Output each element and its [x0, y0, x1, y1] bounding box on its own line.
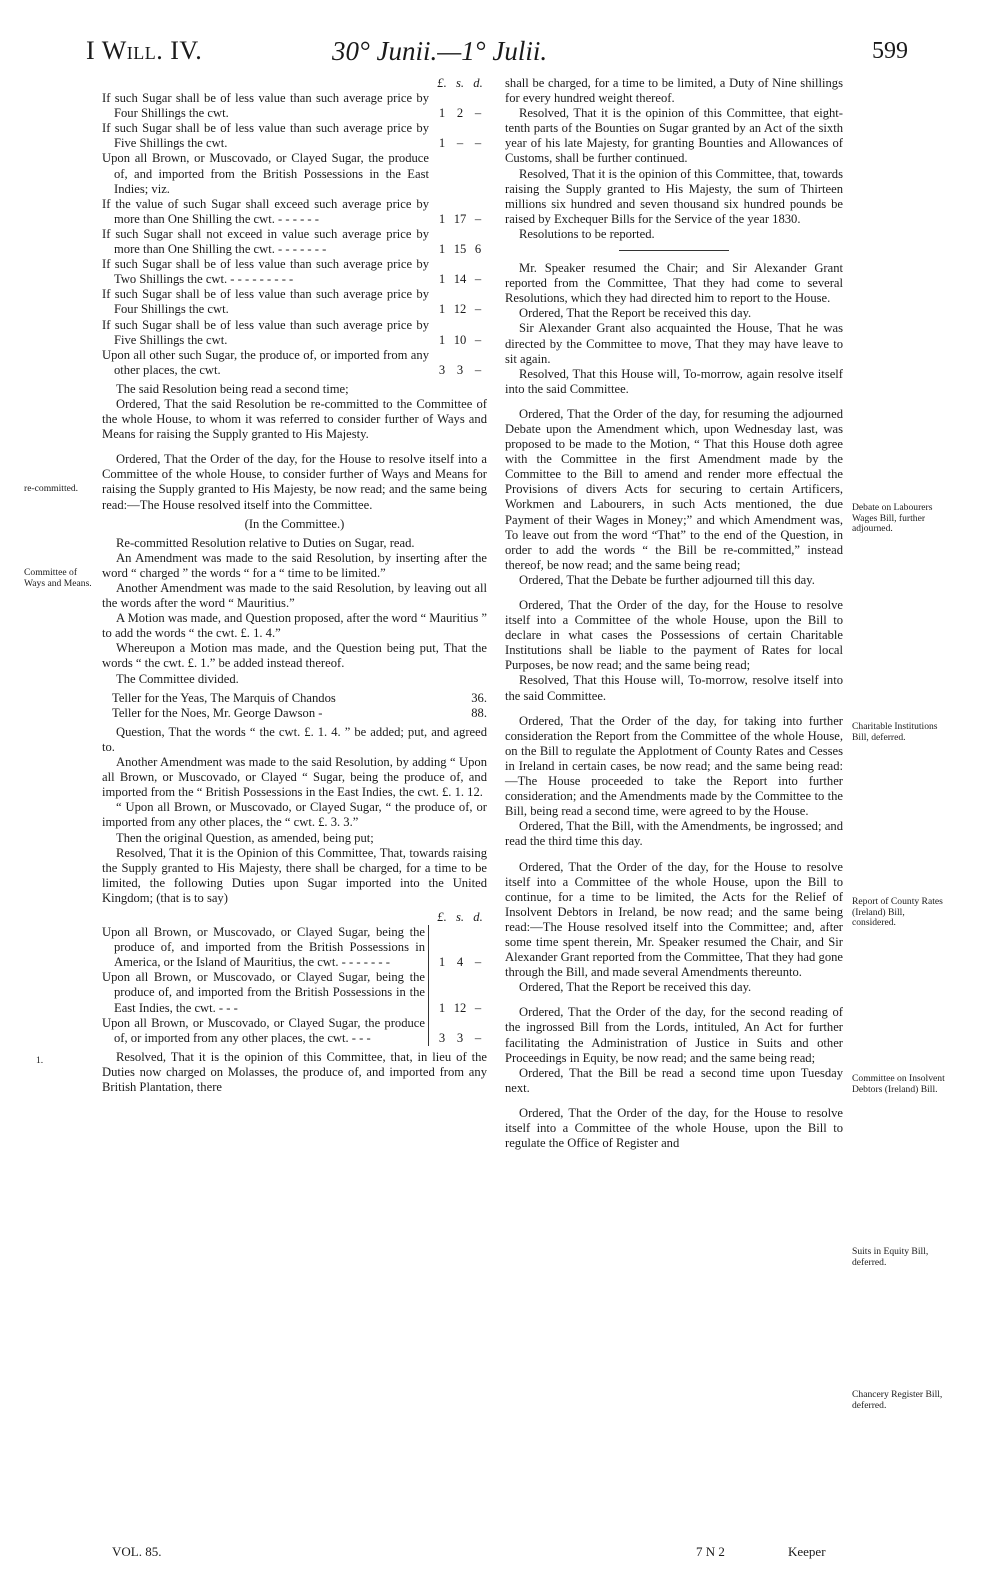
duty-description: If such Sugar shall not exceed in value such average price by more than One Shilling the cwt. - - - - - - -: [102, 226, 429, 257]
charitable-order: Ordered, That the Order of the day, for the House to resolve itself into a Committee of the whole House, upon the Bill to declare in what cases the Possessions of certain Charitable Institutions shall be liable to the payment of Rates for local Purposes, be now read; and the same being read;: [505, 598, 843, 673]
suits-equity-order: Ordered, That the Order of the day, for the second reading of the ingrossed Bill from the Lords, intituled, An Act for further facilitating the Administration of Justice in Suits and other Proceedings in Equity, be now read; and the same being read;: [505, 1005, 843, 1065]
insolvent-debtors-order: Ordered, That the Order of the day, for the House to resolve itself into a Committee of the whole House, upon the Bill to continue, for a time to be limited, the Acts for the Relief of Insolvent Debtors in Ireland, be now read; and the same being read:—The House resolved itself into the Committee; and, after some time spent therein, Mr. Speaker resumed the Chair, and Sir Alexander Grant reported from the Committee, That they had gone through the Bill, and made several Amendments thereunto.: [505, 859, 843, 980]
resolved-bounties: Resolved, That it is the opinion of this Committee, that eight-tenth parts of the Bounties on Sugar granted by an Act of the sixth year of his late Majesty, for granting Bounties and Allowances of Customs, shall be further continued.: [505, 106, 843, 166]
margin-note-insolvent-debtors: Committee on Insolvent Debtors (Ireland) Bill.: [852, 1073, 945, 1095]
duty-row: [102, 318, 487, 348]
report-received: Ordered, That the Report be received this day.: [519, 306, 752, 321]
duty-table-2: [102, 910, 487, 1046]
amendment-mauritius: Another Amendment was made to the said Resolution, by leaving out all the words after the word “ Mauritius.”: [102, 581, 487, 611]
duty-row: [102, 348, 487, 378]
motion-add-words: A Motion was made, and Question proposed, after the word “ Mauritius ” to add the words “ the cwt. £. 1. 4.”: [102, 611, 487, 641]
page-number: 599: [872, 38, 908, 64]
question-agreed: Question, That the words “ the cwt. £. 1. 4. ” be added; put, and agreed to.: [102, 724, 487, 754]
duty-shillings: 10: [453, 332, 467, 347]
duty-description: If such Sugar shall be of less value than such average price by Four Shillings the cwt.: [102, 91, 429, 121]
yeas-count: 36.: [471, 690, 487, 705]
debate-adjourned: Ordered, That the Debate be further adjourned till this day.: [519, 572, 815, 587]
charitable-resolved: Resolved, That this House will, To-morrow, resolve itself into the said Committee.: [505, 673, 843, 703]
amendment-other-places: “ Upon all Brown, or Muscovado, or Clayed Sugar, “ the produce of, or imported from any other places, the “ cwt. £. 3. 3.”: [102, 800, 487, 830]
debate-order: Ordered, That the Order of the day, for resuming the adjourned Debate upon the Amendment which, upon Wednesday last, was proposed to be made to the Motion, “ That this House doth agree with the Committee in the first Amendment made by the Committee to the Bill to amend and render more effectual the Provisions of divers Acts for securing to certain Artificers, Workmen and Labourers, in such Acts mentioned, the due Payment of their Wages in Money;” and which Amendment was, To leave out from the word “That” to the end of the Question, in order to add the words “ the Bill be re-committed,” instead thereof, be now read; and the same being read;: [505, 406, 843, 572]
duty-row: [102, 121, 487, 151]
duty-row: [102, 151, 487, 196]
duty-pence: –: [474, 211, 482, 226]
duty-description: Upon all other such Sugar, the produce of, or imported from any other places, the cwt.: [102, 347, 429, 377]
duty-shillings: 14: [453, 272, 467, 287]
section-rule: [619, 250, 729, 251]
teller-yeas: Teller for the Yeas, The Marquis of Chandos 36.: [112, 690, 487, 705]
committee-divided: The Committee divided.: [116, 671, 239, 686]
duty-description: If such Sugar shall be of less value than such average price by Two Shillings the cwt. - - - - - - - - -: [102, 257, 429, 287]
volume-number: VOL. 85.: [112, 1544, 162, 1559]
county-rates-order: Ordered, That the Order of the day, for taking into further consideration the Report from the Committee of the whole House, on the Bill to regulate the Applotment of County Rates and Cesses in Ireland in certain cases, be now read; and the same being read:—The House proceeded to take the Report into further consideration; and the Amendments made by the Committee to the Bill, being read a second time, were agreed to by the House.: [505, 713, 843, 819]
duty-row: [102, 91, 487, 121]
right-column: [505, 76, 843, 1151]
duty-row: [102, 257, 487, 287]
left-column: [102, 76, 487, 1095]
in-committee-heading: (In the Committee.): [244, 516, 345, 531]
duty-row: [102, 970, 487, 1015]
margin-note-recommitted: re-committed.: [24, 483, 79, 494]
duty-description: Upon all Brown, or Muscovado, or Clayed Sugar, being the produce of, and imported from the British Possessions in the East Indies, the cwt. - - -: [102, 970, 429, 1015]
duty-pounds: 1: [438, 136, 446, 151]
duty-row: [102, 925, 487, 970]
page-header: [0, 0, 992, 80]
resolved-duties: Resolved, That it is the Opinion of this Committee, That, towards raising the Supply granted to His Majesty, there shall be charged, for a time to be limited, the following Duties upon Sugar imported into the United Kingdom; (that is to say): [102, 845, 487, 905]
margin-note-ways-means: Committee of Ways and Means.: [24, 567, 92, 589]
duty-pounds: 3: [438, 362, 446, 377]
noes-count: 88.: [471, 705, 487, 720]
duty-description: Upon all Brown, or Muscovado, or Clayed Sugar, being the produce of, and imported from the British Possessions in America, or the Island of Mauritius, the cwt. - - - - - - -: [102, 925, 429, 970]
duty-pounds: 1: [438, 106, 446, 121]
margin-note-charitable-institutions: Charitable Institutions Bill, deferred.: [852, 721, 938, 743]
duty-shillings: 4: [456, 955, 464, 970]
duty-row: [102, 197, 487, 227]
regnal-year: I Will. IV.: [86, 36, 203, 65]
chancery-register-order: Ordered, That the Order of the day, for the House to resolve itself into a Committee of the whole House, upon the Bill to regulate the Office of Register and: [505, 1105, 843, 1151]
question-put: Whereupon a Motion mas made, and the Question being put, That the words “ the cwt. £. 1.” be added instead thereof.: [102, 641, 487, 671]
duty-shillings: 17: [453, 211, 467, 226]
duty-description: If such Sugar shall be of less value than such average price by Five Shillings the cwt.: [102, 317, 429, 347]
duty-pence: –: [474, 302, 482, 317]
margin-note-suits-equity: Suits in Equity Bill, deferred.: [852, 1246, 929, 1268]
duty-pounds: 1: [438, 272, 446, 287]
journal-dates: 30° Junii.—1° Julii.: [332, 36, 548, 66]
sugar-table-2-header: £. s. d.: [437, 909, 483, 924]
amendment-charged: An Amendment was made to the said Resolution, by inserting after the word “ charged ” the words “ for a “ time to be limited.”: [102, 550, 487, 580]
recommit-order: Ordered, That the said Resolution be re-committed to the Committee of the whole House, to whom it was referred to consider further of Ways and Means for raising the Supply granted to His Majesty.: [102, 396, 487, 442]
duty-description: Upon all Brown, or Muscovado, or Clayed Sugar, the produce of, and imported from the British Possessions in the East Indies; viz.: [102, 151, 429, 196]
duty-pounds: 1: [438, 332, 446, 347]
duty-pence: –: [474, 136, 482, 151]
duty-description: Upon all Brown, or Muscovado, or Clayed Sugar, the produce of, or imported from any other places, the cwt. - - -: [102, 1016, 429, 1046]
original-question: Then the original Question, as amended, being put;: [116, 830, 374, 845]
duty-pounds: 1: [438, 1000, 446, 1015]
duty-shillings: 3: [456, 362, 464, 377]
insolvent-report-received: Ordered, That the Report be received this day.: [519, 980, 752, 995]
duty-row: [102, 1016, 487, 1046]
duty-pence: 6: [474, 242, 482, 257]
duty-pounds: 1: [438, 242, 446, 257]
resolved-tomorrow: Resolved, That this House will, To-morrow, again resolve itself into the said Committee.: [505, 366, 843, 396]
duty-row: [102, 287, 487, 317]
signature-mark: 7 N 2: [696, 1544, 725, 1559]
duty-pounds: 1: [438, 302, 446, 317]
duty-pence: –: [474, 272, 482, 287]
duty-table-1-header: £. s. d.: [437, 76, 483, 90]
leave-to-sit: Sir Alexander Grant also acquainted the House, That he was directed by the Committee to move, That they may have leave to sit again.: [505, 321, 843, 366]
margin-note-chancery-register: Chancery Register Bill, deferred.: [852, 1389, 943, 1411]
duty-pence: –: [474, 1000, 482, 1015]
resolved-molasses: Resolved, That it is the opinion of this Committee, that, in lieu of the Duties now charged on Molasses, the produce of, and imported from any British Plantation, there: [102, 1049, 487, 1094]
catchword: Keeper: [788, 1544, 826, 1559]
molasses-duty: shall be charged, for a time to be limited, a Duty of Nine shillings for every hundred weight thereof.: [505, 76, 843, 106]
duty-pounds: 1: [438, 211, 446, 226]
duty-pence: –: [474, 106, 482, 121]
speaker-resumed: Mr. Speaker resumed the Chair; and Sir Alexander Grant reported from the Committee, That they had come to several Resolutions, which they had directed him to report to the House.: [505, 261, 843, 306]
resolved-exchequer-bills: Resolved, That it is the opinion of this Committee, that, towards raising the Supply granted to His Majesty, the sum of Thirteen millions six hundred and seven thousand six hundred pounds be raised by Exchequer Bills for the Service of the year 1830.: [505, 166, 843, 226]
margin-mark: 1.: [36, 1055, 44, 1066]
duty-shillings: 2: [456, 106, 464, 121]
duty-description: If the value of such Sugar shall exceed such average price by more than One Shilling the cwt. - - - - - -: [102, 196, 429, 226]
duty-pence: –: [474, 1030, 482, 1045]
duty-shillings: 15: [453, 242, 467, 257]
duty-pence: –: [474, 955, 482, 970]
duty-shillings: 12: [453, 302, 467, 317]
resolutions-reported: Resolutions to be reported.: [519, 226, 655, 241]
duty-pence: –: [474, 332, 482, 347]
duty-table-1: [102, 91, 487, 378]
margin-note-labourers-wages: Debate on Labourers Wages Bill, further adjourned.: [852, 502, 933, 534]
county-rates-ingrossed: Ordered, That the Bill, with the Amendments, be ingrossed; and read the third time this day.: [505, 819, 843, 849]
duty-description: If such Sugar shall be of less value than such average price by Five Shillings the cwt.: [102, 121, 429, 151]
suits-equity-second-reading: Ordered, That the Bill be read a second time upon Tuesday next.: [505, 1065, 843, 1095]
duty-description: If such Sugar shall be of less value than such average price by Four Shillings the cwt.: [102, 287, 429, 317]
duty-shillings: 12: [453, 1000, 467, 1015]
duty-row: [102, 227, 487, 257]
duty-shillings: –: [456, 136, 464, 151]
duty-shillings: 3: [456, 1030, 464, 1045]
ways-means-order: Ordered, That the Order of the day, for the House to resolve itself into a Committee of the whole House, to consider further of Ways and Means for raising the Supply granted to His Majesty, be now read; and the same being read:—The House resolved itself into the Committee.: [102, 452, 487, 512]
amendment-east-indies: Another Amendment was made to the said Resolution, by adding “ Upon all Brown, or Muscovado, or Clayed “ Sugar, being the produce of, and imported from the “ British Possessions in the East Indies, the cwt. £. 1. 12.: [102, 755, 487, 800]
duty-pounds: 1: [438, 955, 446, 970]
recommitted-resolution: Re-committed Resolution relative to Duties on Sugar, read.: [116, 535, 415, 550]
margin-note-county-rates: Report of County Rates (Ireland) Bill, considered.: [852, 896, 943, 928]
duty-pounds: 3: [438, 1030, 446, 1045]
duty-pence: –: [474, 362, 482, 377]
resolution-second-reading: The said Resolution being read a second time;: [116, 381, 349, 396]
teller-noes: Teller for the Noes, Mr. George Dawson - 88.: [112, 705, 487, 720]
